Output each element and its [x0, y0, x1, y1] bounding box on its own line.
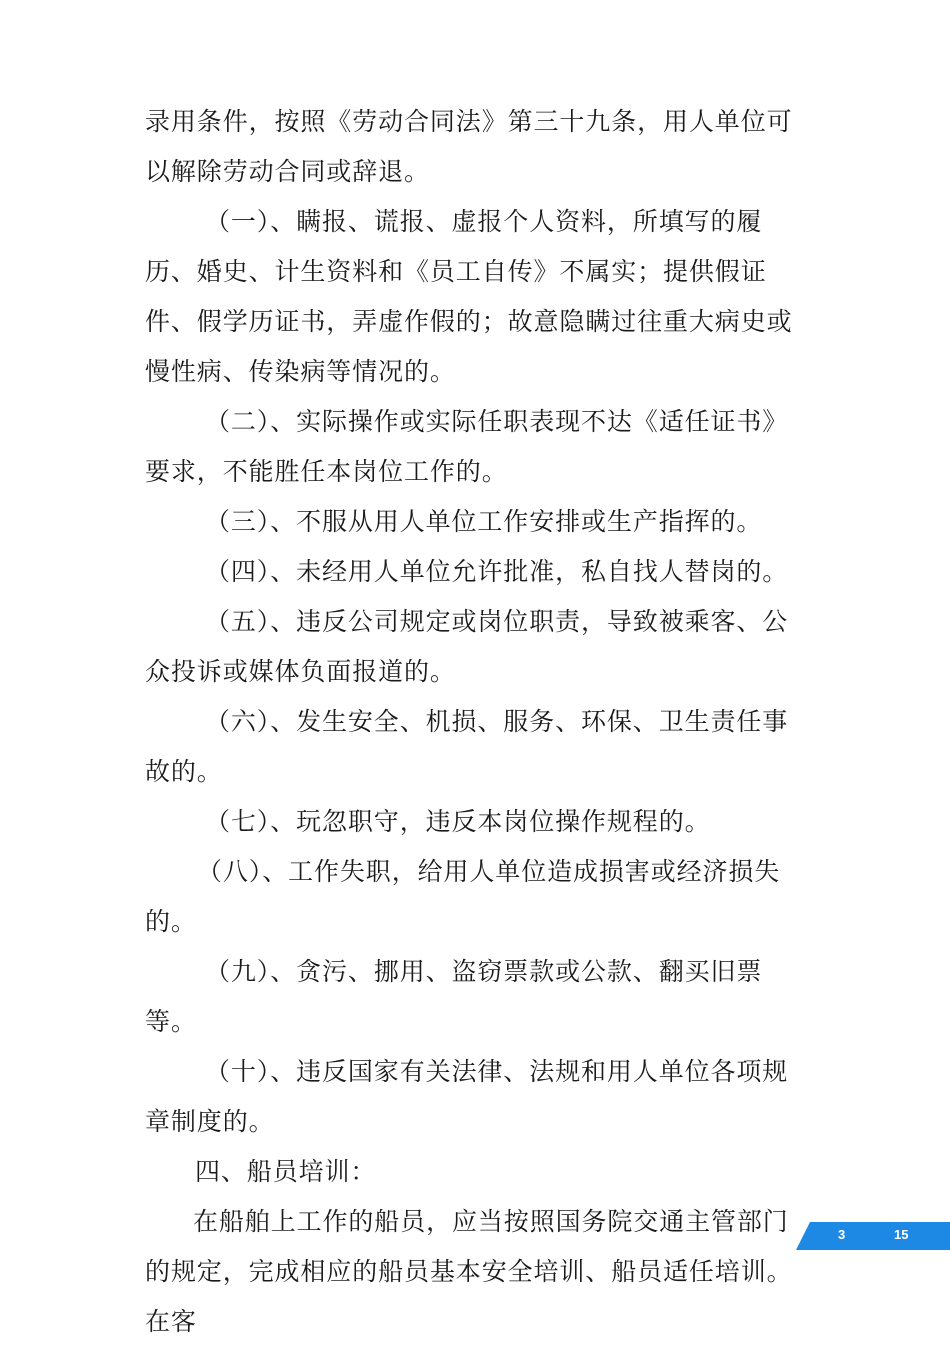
paragraph-item-4: （四）、未经用人单位允许批准，私自找人替岗的。	[205, 557, 789, 586]
current-page-number: 3	[838, 1227, 846, 1242]
paragraph-item-3: （三）、不服从用人单位工作安排或生产指挥的。	[205, 507, 763, 536]
paragraph-item-7: （七）、玩忽职守，违反本岗位操作规程的。	[205, 807, 711, 836]
page-number-banner	[796, 1222, 950, 1250]
banner-shape	[796, 1222, 950, 1250]
paragraph-item-2: （二）、实际操作或实际任职表现不达《适任证书》要求，不能胜任本岗位工作的。	[145, 407, 789, 486]
paragraph-item-1: （一）、瞒报、谎报、虚报个人资料，所填写的履历、婚史、计生资料和《员工自传》不属实；提供假证件、假学历证书，弄虚作假的；故意隐瞒过往重大病史或慢性病、传染病等情况的。	[145, 207, 793, 386]
paragraph-item-5: （五）、违反公司规定或岗位职责，导致被乘客、公众投诉或媒体负面报道的。	[145, 607, 789, 686]
document-body	[145, 97, 810, 1347]
total-pages-number: 15	[894, 1227, 909, 1242]
paragraph-item-9: （九）、贪污、挪用、盗窃票款或公款、翻买旧票等。	[145, 957, 763, 1036]
paragraph-item-10: （十）、违反国家有关法律、法规和用人单位各项规章制度的。	[145, 1057, 789, 1136]
paragraph-intro: 录用条件，按照《劳动合同法》第三十九条，用人单位可以解除劳动合同或辞退。	[145, 107, 793, 186]
paragraph-item-8: （八）、工作失职，给用人单位造成损害或经济损失的。	[145, 857, 781, 936]
paragraph-item-6: （六）、发生安全、机损、服务、环保、卫生责任事故的。	[145, 707, 789, 786]
paragraph-crew-training: 在船舶上工作的船员，应当按照国务院交通主管部门的规定，完成相应的船员基本安全培训、船员适任培训。在客	[145, 1207, 793, 1336]
section-heading-crew-training: 四、船员培训：	[195, 1157, 377, 1186]
